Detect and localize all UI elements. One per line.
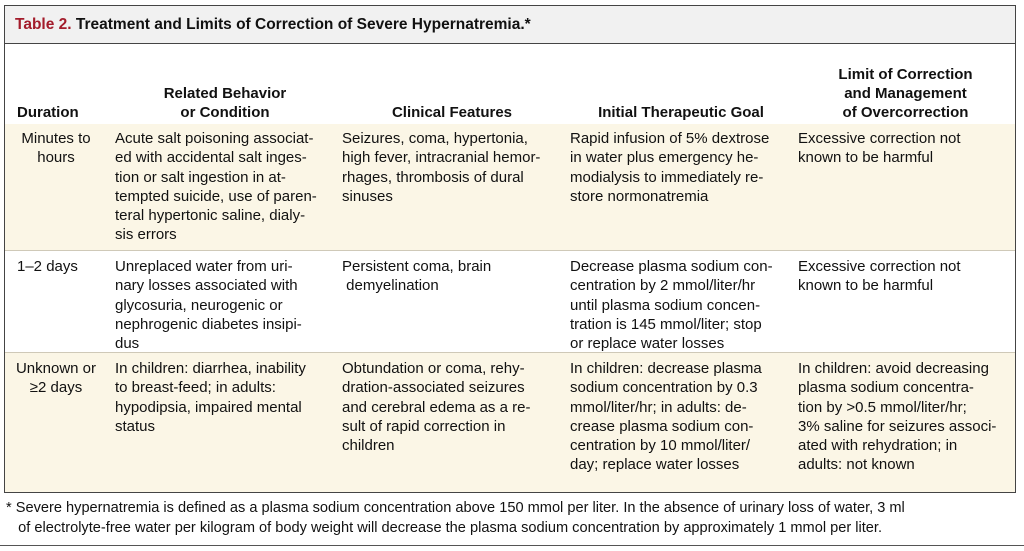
- cell-limit: Excessive correction not known to be harmful: [798, 130, 961, 167]
- cell-limit: In children: avoid decreasing plasma sodium concentra- tion by >0.5 mmol/liter/hr; 3% saline for seizures associ- ated with rehydration; in adults: not known: [798, 360, 997, 474]
- cell-duration: Unknown or ≥2 days: [15, 360, 97, 397]
- cell-behavior: Acute salt poisoning associat- ed with accidental salt inges- tion or salt ingestion in at- tempted suicide, use of paren- teral hypertonic saline, dialy- sis errors: [115, 130, 317, 244]
- table-title: Treatment and Limits of Correction of Severe Hypernatremia.*: [71, 16, 531, 33]
- header-therapeutic-goal: Initial Therapeutic Goal: [598, 104, 764, 121]
- cell-behavior: Unreplaced water from uri- nary losses associated with glycosuria, neurogenic or nephrogenic diabetes insipi- dus: [115, 258, 302, 353]
- cell-limit: Excessive correction not known to be harmful: [798, 258, 961, 295]
- header-clinical-features: Clinical Features: [391, 104, 513, 121]
- table-row: [5, 124, 1015, 250]
- table-number: Table 2.: [15, 16, 72, 33]
- table-row: [5, 251, 1015, 352]
- cell-features: Persistent coma, brain demyelination: [342, 258, 492, 295]
- cell-goal: Decrease plasma sodium con- centration by 2 mmol/liter/hr until plasma sodium concen- tration is 145 mmol/liter; stop or replace water losses: [570, 258, 773, 353]
- cell-duration: 1–2 days: [17, 258, 78, 275]
- table-row: [5, 353, 1015, 492]
- cell-behavior: In children: diarrhea, inability to breast-feed; in adults: hypodipsia, impaired mental status: [115, 360, 306, 435]
- cell-duration: Minutes to hours: [21, 130, 91, 167]
- cell-goal: In children: decrease plasma sodium concentration by 0.3 mmol/liter/hr; in adults: de- crease plasma sodium con- centration by 10 mmol/liter/ day; replace water losses: [570, 360, 762, 474]
- table-title-bar: [5, 6, 1015, 44]
- table-frame: [4, 5, 1016, 493]
- header-behavior: Related Behavior or Condition: [163, 85, 287, 121]
- header-limit-of-correction: Limit of Correction and Management of Overcorrection: [838, 66, 973, 121]
- cell-features: Seizures, coma, hypertonia, high fever, intracranial hemor- rhages, thrombosis of dural sinuses: [342, 130, 541, 205]
- cell-goal: Rapid infusion of 5% dextrose in water plus emergency he- modialysis to immediately re- store normonatremia: [570, 130, 770, 205]
- cell-features: Obtundation or coma, rehy- dration-associated seizures and cerebral edema as a re- sult of rapid correction in children: [342, 360, 531, 455]
- bottom-rule: [0, 545, 1024, 546]
- header-duration: Duration: [17, 104, 79, 121]
- table-footnote: * Severe hypernatremia is defined as a plasma sodium concentration above 150 mmol per liter. In the absence of urinary loss of water, 3 ml of electrolyte-free water per kilogram of body weight will decrease the plasma sodium concentration by approximately 1 mmol per liter.: [6, 500, 905, 536]
